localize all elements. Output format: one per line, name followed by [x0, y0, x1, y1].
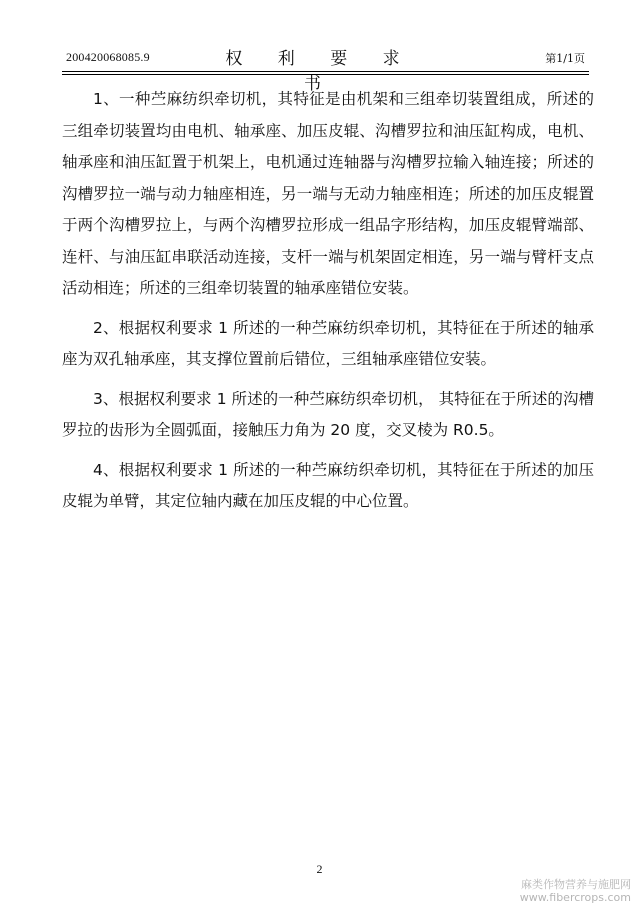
claim-4: 4、根据权利要求 1 所述的一种苎麻纺织牵切机，其特征在于所述的加压皮辊为单臂，其定位轴内藏在加压皮辊的中心位置。: [62, 460, 594, 510]
watermark-line-1: 麻类作物营养与施肥网: [521, 878, 631, 891]
document-title: 权 利 要 求 书: [225, 49, 415, 94]
claim-3: 3、根据权利要求 1 所述的一种苎麻纺织牵切机， 其特征在于所述的沟槽罗拉的齿形为全圆弧面，接触压力角为 20 度，交叉棱为 R0.5。: [62, 389, 594, 439]
claims-body: [62, 84, 594, 526]
header-rule-thin: [62, 74, 589, 75]
header-rule-thick: [62, 71, 589, 72]
application-number: 200420068085.9: [66, 50, 150, 64]
claim-1: 1、一种苎麻纺织牵切机，其特征是由机架和三组牵切装置组成，所述的三组牵切装置均由电机、轴承座、加压皮辊、沟槽罗拉和油压缸构成，电机、轴承座和油压缸置于机架上，电机通过连轴器与沟槽罗拉输入轴连接；所述的沟槽罗拉一端与动力轴座相连，另一端与无动力轴座相连；所述的加压皮辊置于两个沟槽罗拉上，与两个沟槽罗拉形成一组品字形结构，加压皮辊臂端部、连杆、与油压缸串联活动连接，支杆一端与机架固定相连，另一端与臂杆支点活动相连；所述的三组牵切装置的轴承座错位安装。: [62, 90, 594, 297]
watermark-line-2: www.fibercrops.com: [519, 891, 631, 904]
claim-2: 2、根据权利要求 1 所述的一种苎麻纺织牵切机，其特征在于所述的轴承座为双孔轴承座，其支撑位置前后错位，三组轴承座错位安装。: [62, 318, 594, 368]
page-info: 第1/1页: [545, 52, 585, 65]
page-number: 2: [316, 862, 323, 876]
site-watermark: [520, 878, 631, 904]
document-header: [0, 0, 639, 94]
